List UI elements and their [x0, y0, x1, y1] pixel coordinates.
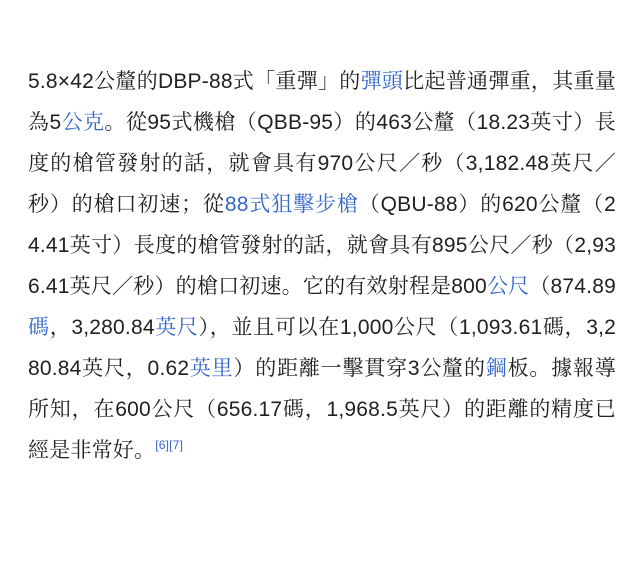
wiki-link[interactable]: 88式狙擊步槍 — [224, 193, 359, 216]
wiki-link[interactable]: 鋼 — [485, 357, 508, 380]
text-run: 5.8×42公釐的DBP-88式「重彈」的 — [28, 70, 361, 93]
text-run: 。從95式機槍（QBB-95）的463公釐（18.23英寸）長度的槍管發射的話，就會具有970公尺／秒（3,182.48英尺／秒）的槍口初速；從 — [28, 111, 616, 216]
article-paragraph — [28, 61, 616, 471]
reference-group — [155, 438, 183, 452]
text-run: （QBU-88）的620公釐（24.41英寸）長度的槍管發射的話，就會具有895公尺／秒（2,936.41英尺／秒）的槍口初速。它的有效射程是800 — [28, 193, 616, 298]
wiki-link[interactable]: 英里 — [189, 357, 234, 380]
text-run: （874.89 — [529, 275, 616, 298]
wiki-link[interactable]: 公克 — [61, 111, 105, 134]
paragraph-text — [28, 70, 616, 462]
reference-link[interactable]: [6] — [155, 438, 170, 452]
wiki-link[interactable]: 彈頭 — [360, 70, 404, 93]
wiki-link[interactable]: 碼 — [28, 316, 50, 339]
text-run: 板。據報導所知，在600公尺（656.17碼，1,968.5英尺）的距離的精度已經是非常好。 — [28, 357, 617, 462]
text-run: ），並且可以在1,000公尺（1,093.61碼，3,280.84英尺，0.62 — [28, 316, 616, 380]
reference-link[interactable]: [7] — [169, 438, 184, 452]
text-run: ，3,280.84 — [49, 316, 155, 339]
wiki-link[interactable]: 英尺 — [154, 316, 199, 339]
wiki-link[interactable]: 公尺 — [486, 275, 530, 298]
text-run: 比起普通彈重，其重量為5 — [28, 70, 617, 134]
text-run: ）的距離一擊貫穿3公釐的 — [233, 357, 486, 380]
